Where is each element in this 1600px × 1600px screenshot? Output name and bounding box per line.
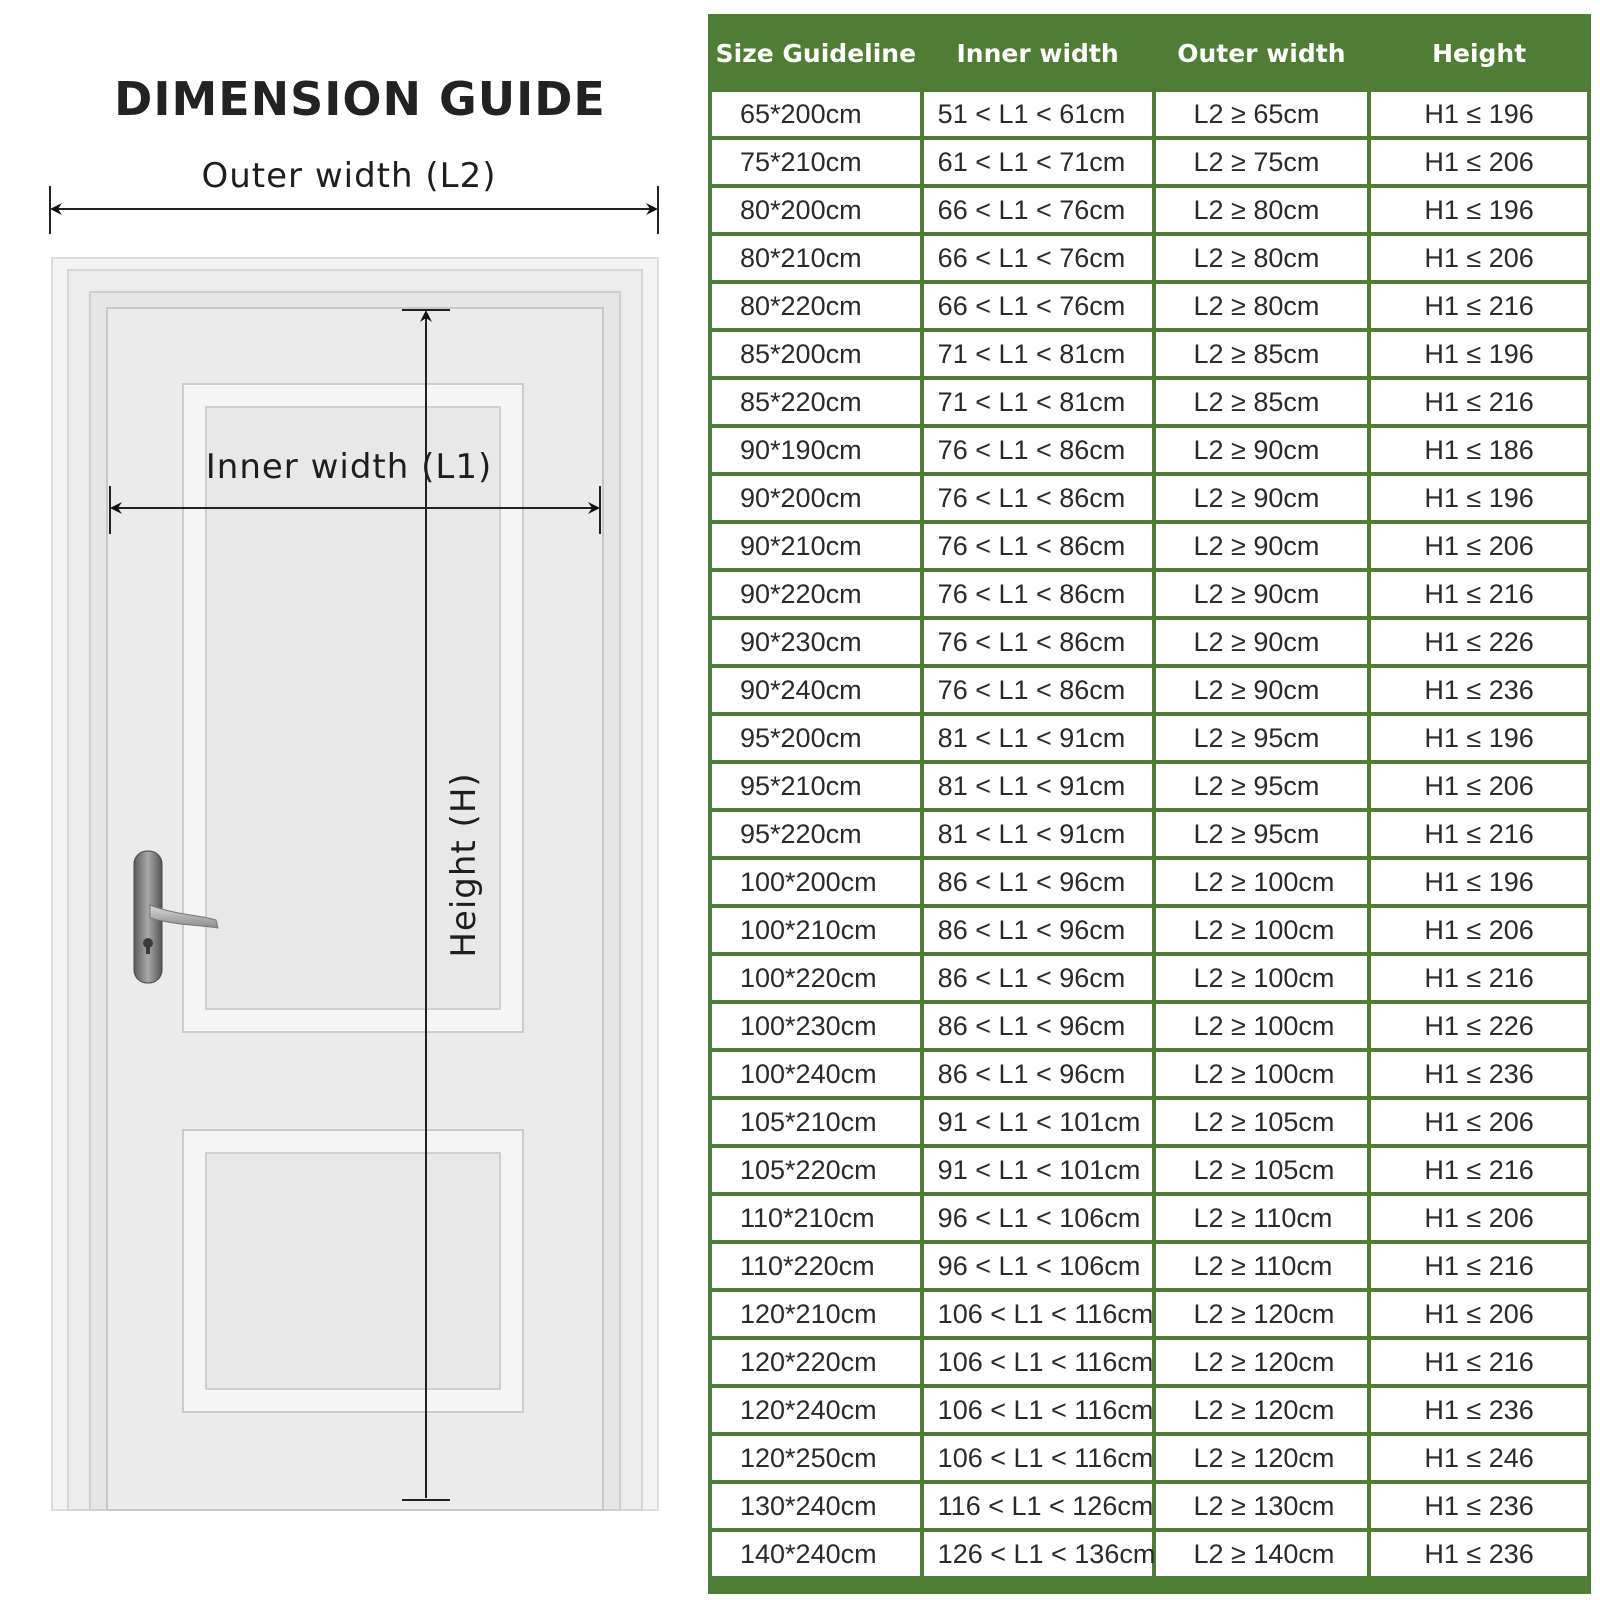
inner-width-cell: 66 < L1 < 76cm — [924, 284, 1152, 328]
size-guideline-cell: 140*240cm — [712, 1532, 920, 1576]
size-table-container — [708, 14, 1591, 1594]
outer-width-cell: L2 ≥ 90cm — [1156, 572, 1368, 616]
table-row — [712, 284, 1587, 328]
outer-width-cell: L2 ≥ 100cm — [1156, 956, 1368, 1000]
inner-width-cell: 71 < L1 < 81cm — [924, 380, 1152, 424]
inner-width-cell: 106 < L1 < 116cm — [924, 1436, 1152, 1480]
table-row — [712, 1052, 1587, 1096]
table-row — [712, 716, 1587, 760]
height-cell: H1 ≤ 196 — [1371, 188, 1587, 232]
height-cell: H1 ≤ 196 — [1371, 716, 1587, 760]
height-cell: H1 ≤ 216 — [1371, 812, 1587, 856]
outer-width-cell: L2 ≥ 90cm — [1156, 476, 1368, 520]
outer-width-cell: L2 ≥ 85cm — [1156, 380, 1368, 424]
table-row — [712, 812, 1587, 856]
height-cell: H1 ≤ 206 — [1371, 1292, 1587, 1336]
door-illustration — [0, 0, 690, 1600]
size-guideline-cell: 90*240cm — [712, 668, 920, 712]
table-row — [712, 380, 1587, 424]
inner-width-cell: 86 < L1 < 96cm — [924, 1052, 1152, 1096]
inner-width-cell: 66 < L1 < 76cm — [924, 188, 1152, 232]
height-cell: H1 ≤ 196 — [1371, 476, 1587, 520]
header-outer-width: Outer width — [1156, 18, 1368, 88]
outer-width-cell: L2 ≥ 140cm — [1156, 1532, 1368, 1576]
height-cell: H1 ≤ 206 — [1371, 1196, 1587, 1240]
size-guideline-cell: 90*190cm — [712, 428, 920, 472]
height-cell: H1 ≤ 236 — [1371, 1388, 1587, 1432]
outer-width-cell: L2 ≥ 120cm — [1156, 1292, 1368, 1336]
inner-width-cell: 86 < L1 < 96cm — [924, 956, 1152, 1000]
table-row — [712, 620, 1587, 664]
inner-width-cell: 91 < L1 < 101cm — [924, 1100, 1152, 1144]
inner-width-cell: 81 < L1 < 91cm — [924, 764, 1152, 808]
table-row — [712, 1100, 1587, 1144]
outer-width-cell: L2 ≥ 100cm — [1156, 908, 1368, 952]
inner-width-cell: 86 < L1 < 96cm — [924, 908, 1152, 952]
outer-width-cell: L2 ≥ 95cm — [1156, 812, 1368, 856]
outer-width-cell: L2 ≥ 90cm — [1156, 524, 1368, 568]
size-guideline-cell: 95*200cm — [712, 716, 920, 760]
outer-width-cell: L2 ≥ 100cm — [1156, 860, 1368, 904]
height-cell: H1 ≤ 236 — [1371, 1484, 1587, 1528]
outer-width-cell: L2 ≥ 105cm — [1156, 1148, 1368, 1192]
header-size-guideline: Size Guideline — [712, 18, 920, 88]
size-table — [708, 14, 1591, 1580]
table-row — [712, 1340, 1587, 1384]
size-guideline-cell: 100*220cm — [712, 956, 920, 1000]
size-guideline-cell: 75*210cm — [712, 140, 920, 184]
inner-width-cell: 106 < L1 < 116cm — [924, 1388, 1152, 1432]
inner-width-cell: 96 < L1 < 106cm — [924, 1244, 1152, 1288]
outer-width-cell: L2 ≥ 90cm — [1156, 428, 1368, 472]
table-row — [712, 1004, 1587, 1048]
size-guideline-cell: 105*220cm — [712, 1148, 920, 1192]
table-row — [712, 1484, 1587, 1528]
table-row — [712, 524, 1587, 568]
inner-width-cell: 71 < L1 < 81cm — [924, 332, 1152, 376]
height-cell: H1 ≤ 216 — [1371, 956, 1587, 1000]
outer-width-cell: L2 ≥ 95cm — [1156, 716, 1368, 760]
size-guideline-cell: 120*210cm — [712, 1292, 920, 1336]
inner-width-cell: 51 < L1 < 61cm — [924, 92, 1152, 136]
size-guideline-cell: 90*220cm — [712, 572, 920, 616]
table-row — [712, 92, 1587, 136]
inner-width-cell: 76 < L1 < 86cm — [924, 620, 1152, 664]
height-label: Height (H) — [444, 772, 484, 958]
height-cell: H1 ≤ 206 — [1371, 140, 1587, 184]
size-guideline-cell: 90*200cm — [712, 476, 920, 520]
size-guideline-cell: 110*220cm — [712, 1244, 920, 1288]
height-cell: H1 ≤ 216 — [1371, 380, 1587, 424]
height-cell: H1 ≤ 196 — [1371, 332, 1587, 376]
size-guideline-cell: 130*240cm — [712, 1484, 920, 1528]
table-row — [712, 1388, 1587, 1432]
inner-width-cell: 66 < L1 < 76cm — [924, 236, 1152, 280]
outer-width-cell: L2 ≥ 100cm — [1156, 1052, 1368, 1096]
height-cell: H1 ≤ 196 — [1371, 92, 1587, 136]
table-row — [712, 332, 1587, 376]
outer-width-cell: L2 ≥ 105cm — [1156, 1100, 1368, 1144]
size-guideline-cell: 80*220cm — [712, 284, 920, 328]
outer-width-cell: L2 ≥ 130cm — [1156, 1484, 1368, 1528]
inner-width-cell: 76 < L1 < 86cm — [924, 572, 1152, 616]
table-row — [712, 1148, 1587, 1192]
size-guideline-cell: 95*220cm — [712, 812, 920, 856]
size-guideline-cell: 120*250cm — [712, 1436, 920, 1480]
header-height: Height — [1371, 18, 1587, 88]
table-row — [712, 860, 1587, 904]
outer-width-cell: L2 ≥ 90cm — [1156, 668, 1368, 712]
inner-width-cell: 76 < L1 < 86cm — [924, 428, 1152, 472]
table-row — [712, 428, 1587, 472]
outer-width-cell: L2 ≥ 95cm — [1156, 764, 1368, 808]
height-cell: H1 ≤ 206 — [1371, 764, 1587, 808]
height-cell: H1 ≤ 216 — [1371, 1148, 1587, 1192]
outer-width-cell: L2 ≥ 75cm — [1156, 140, 1368, 184]
height-cell: H1 ≤ 206 — [1371, 236, 1587, 280]
inner-width-cell: 91 < L1 < 101cm — [924, 1148, 1152, 1192]
table-row — [712, 1532, 1587, 1576]
table-row — [712, 668, 1587, 712]
height-cell: H1 ≤ 236 — [1371, 1052, 1587, 1096]
height-cell: H1 ≤ 206 — [1371, 1100, 1587, 1144]
table-row — [712, 140, 1587, 184]
height-cell: H1 ≤ 236 — [1371, 1532, 1587, 1576]
inner-width-cell: 126 < L1 < 136cm — [924, 1532, 1152, 1576]
inner-width-cell: 76 < L1 < 86cm — [924, 668, 1152, 712]
header-inner-width: Inner width — [924, 18, 1152, 88]
table-row — [712, 188, 1587, 232]
table-row — [712, 1244, 1587, 1288]
height-cell: H1 ≤ 246 — [1371, 1436, 1587, 1480]
height-cell: H1 ≤ 206 — [1371, 524, 1587, 568]
size-guideline-cell: 85*220cm — [712, 380, 920, 424]
inner-width-cell: 106 < L1 < 116cm — [924, 1292, 1152, 1336]
inner-width-cell: 106 < L1 < 116cm — [924, 1340, 1152, 1384]
outer-width-cell: L2 ≥ 120cm — [1156, 1340, 1368, 1384]
height-cell: H1 ≤ 186 — [1371, 428, 1587, 472]
height-cell: H1 ≤ 226 — [1371, 1004, 1587, 1048]
size-guideline-cell: 65*200cm — [712, 92, 920, 136]
inner-width-cell: 86 < L1 < 96cm — [924, 860, 1152, 904]
size-guideline-cell: 100*240cm — [712, 1052, 920, 1096]
size-guideline-cell: 85*200cm — [712, 332, 920, 376]
size-guideline-cell: 95*210cm — [712, 764, 920, 808]
size-guideline-cell: 110*210cm — [712, 1196, 920, 1240]
table-row — [712, 908, 1587, 952]
outer-width-cell: L2 ≥ 85cm — [1156, 332, 1368, 376]
lower-panel-inner — [206, 1153, 500, 1389]
size-guideline-cell: 100*230cm — [712, 1004, 920, 1048]
table-row — [712, 1196, 1587, 1240]
outer-width-cell: L2 ≥ 90cm — [1156, 620, 1368, 664]
table-row — [712, 1292, 1587, 1336]
size-guideline-cell: 90*210cm — [712, 524, 920, 568]
height-cell: H1 ≤ 236 — [1371, 668, 1587, 712]
inner-width-cell: 76 < L1 < 86cm — [924, 524, 1152, 568]
guide-title: DIMENSION GUIDE — [114, 72, 606, 126]
table-row — [712, 476, 1587, 520]
size-guideline-cell: 120*240cm — [712, 1388, 920, 1432]
size-table-body — [712, 92, 1587, 1576]
size-guideline-cell: 120*220cm — [712, 1340, 920, 1384]
inner-width-cell: 76 < L1 < 86cm — [924, 476, 1152, 520]
table-row — [712, 764, 1587, 808]
inner-width-cell: 86 < L1 < 96cm — [924, 1004, 1152, 1048]
outer-width-cell: L2 ≥ 65cm — [1156, 92, 1368, 136]
outer-width-cell: L2 ≥ 80cm — [1156, 284, 1368, 328]
outer-width-cell: L2 ≥ 110cm — [1156, 1196, 1368, 1240]
outer-width-cell: L2 ≥ 80cm — [1156, 236, 1368, 280]
dimension-guide-panel — [0, 0, 690, 1600]
outer-width-cell: L2 ≥ 110cm — [1156, 1244, 1368, 1288]
table-row — [712, 956, 1587, 1000]
table-row — [712, 572, 1587, 616]
size-guideline-cell: 105*210cm — [712, 1100, 920, 1144]
height-cell: H1 ≤ 226 — [1371, 620, 1587, 664]
height-cell: H1 ≤ 216 — [1371, 572, 1587, 616]
inner-width-cell: 96 < L1 < 106cm — [924, 1196, 1152, 1240]
outer-width-cell: L2 ≥ 120cm — [1156, 1436, 1368, 1480]
outer-width-label: Outer width (L2) — [201, 156, 497, 196]
outer-width-cell: L2 ≥ 120cm — [1156, 1388, 1368, 1432]
outer-width-cell: L2 ≥ 80cm — [1156, 188, 1368, 232]
inner-width-cell: 81 < L1 < 91cm — [924, 716, 1152, 760]
height-cell: H1 ≤ 206 — [1371, 908, 1587, 952]
inner-width-label: Inner width (L1) — [205, 447, 493, 487]
table-row — [712, 1436, 1587, 1480]
size-guideline-cell: 100*210cm — [712, 908, 920, 952]
size-guideline-cell: 90*230cm — [712, 620, 920, 664]
size-guideline-cell: 80*200cm — [712, 188, 920, 232]
table-row — [712, 236, 1587, 280]
inner-width-cell: 61 < L1 < 71cm — [924, 140, 1152, 184]
size-guideline-cell: 100*200cm — [712, 860, 920, 904]
inner-width-cell: 81 < L1 < 91cm — [924, 812, 1152, 856]
height-cell: H1 ≤ 216 — [1371, 1340, 1587, 1384]
table-header-row — [712, 18, 1587, 88]
outer-width-cell: L2 ≥ 100cm — [1156, 1004, 1368, 1048]
height-cell: H1 ≤ 196 — [1371, 860, 1587, 904]
inner-width-cell: 116 < L1 < 126cm — [924, 1484, 1152, 1528]
height-cell: H1 ≤ 216 — [1371, 284, 1587, 328]
size-guideline-cell: 80*210cm — [712, 236, 920, 280]
height-cell: H1 ≤ 216 — [1371, 1244, 1587, 1288]
